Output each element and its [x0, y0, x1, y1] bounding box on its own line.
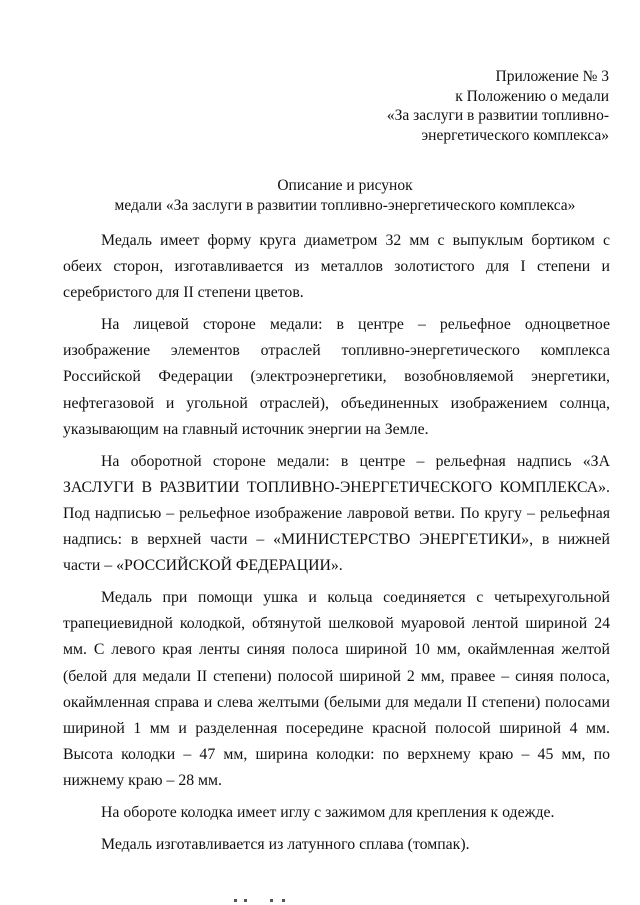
scan-dot	[244, 899, 247, 902]
scan-dot	[282, 899, 285, 902]
title-line-description: Описание и рисунок	[277, 177, 413, 194]
scan-dot	[270, 899, 273, 902]
annex-line-medal-name-2: энергетического комплекса»	[421, 126, 609, 144]
annex-line-number: Приложение № 3	[495, 68, 609, 85]
paragraph-obverse: На лицевой стороне медали: в центре – рельефное одноцветное изображение элементов отраслей топливно-энергетического комплекса Российской Федерации (электроэнергетики, возобновляемой энергетики, нефтегазовой и угольной отраслей), объединенных изображением солнца, указывающим на главный источник энергии на Земле.	[63, 316, 610, 438]
document-title	[60, 176, 630, 215]
paragraph-material: Медаль изготавливается из латунного сплава (томпак).	[101, 836, 470, 854]
annex-line-medal-name-1: «За заслуги в развитии топливно-	[386, 107, 609, 124]
title-line-medal: медали «За заслуги в развитии топливно-энергетического комплекса»	[114, 196, 576, 214]
scan-dot	[234, 899, 237, 902]
annex-header	[387, 67, 609, 145]
scan-artifact-marks	[230, 899, 310, 903]
document-body	[63, 228, 610, 864]
paragraph-reverse: На оборотной стороне медали: в центре – рельефная надпись «ЗА ЗАСЛУГИ В РАЗВИТИИ ТОПЛИВНО-ЭНЕРГЕТИЧЕСКОГО КОМПЛЕКСА». Под надписью – рельефное изображение лавровой ветви. По кругу – рельефная надпись: в верхней части – «МИНИСТЕРСТВО ЭНЕРГЕТИКИ», в нижней части – «РОССИЙСКОЙ ФЕДЕРАЦИИ».	[63, 452, 610, 575]
paragraph-pin: На обороте колодка имеет иглу с зажимом для крепления к одежде.	[101, 803, 555, 821]
paragraph-ribbon-block: Медаль при помощи ушка и кольца соединяется с четырехугольной трапециевидной колодкой, обтянутой шелковой муаровой лентой шириной 24 мм. С левого края ленты синяя полоса шириной 10 мм, окаймленная желтой (белой для медали II степени) полосой шириной 2 мм, правее – синяя полоса, окаймленная справа и слева желтыми (белыми для медали II степени) полосами шириной 1 мм и разделенная посередине красной полосой шириной 4 мм. Высота колодки – 47 мм, ширина колодки: по верхнему краю – 45 мм, по нижнему краю – 28 мм.	[63, 589, 610, 789]
annex-line-regulation: к Положению о медали	[455, 87, 609, 105]
paragraph-shape: Медаль имеет форму круга диаметром 32 мм с выпуклым бортиком с обеих сторон, изготавливается из металлов золотистого для I степени и серебристого для II степени цветов.	[63, 232, 610, 302]
